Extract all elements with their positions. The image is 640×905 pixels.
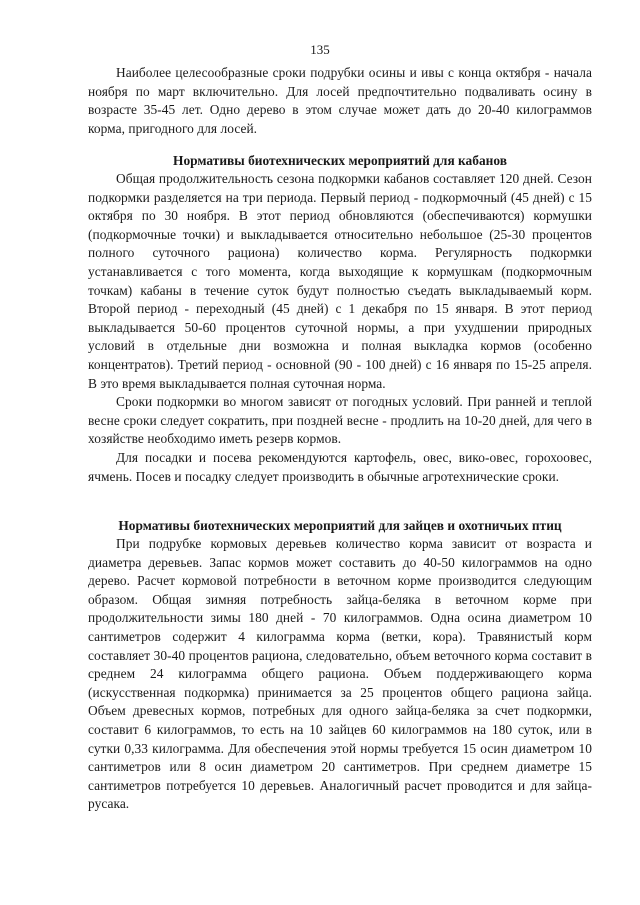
paragraph: Общая продолжительность сезона подкормки кабанов составляет 120 дней. Сезон подкормки разделяется на три периода. Первый период - подкормочный (45 дней) с 15 октября по 30 ноября. В этот период обновляются (обеспечиваются) кормушки (подкормочные точки) и выкладывается относительно небольшое (25-30 процентов полного суточного рациона) количество корма. Регулярность подкормки устанавливается с того момента, когда выходящие к кормушкам (подкормочным точкам) кабаны в течение суток будут полностью съедать выкладываемый корм. Второй период - переходный (45 дней) с 1 декабря по 15 января. В этот период выкладывается 50-60 процентов суточной нормы, а при ухудшении природных условий в отдельные дни возможна и полная выкладка кормов (особенно концентратов). Третий период - основной (90 - 100 дней) с 16 января по 15-25 апреля. В это время выкладывается полная суточная норма.: [88, 171, 592, 391]
paragraph: Наиболее целесообразные сроки подрубки осины и ивы с конца октября - начала ноября по март включительно. Для лосей предпочтительно подваливать осину в возрасте 35-45 лет. Одно дерево в этом случае может дать до 20-40 килограммов корма, пригодного для лосей.: [88, 65, 592, 136]
hare-section: [88, 535, 592, 814]
section-heading-hare-birds: Нормативы биотехнических мероприятий для зайцев и охотничьих птиц: [118, 518, 562, 533]
intro-section: [88, 64, 592, 138]
boar-section: [88, 170, 592, 486]
paragraph: Для посадки и посева рекомендуются картофель, овес, вико-овес, горохоовес, ячмень. Посев и посадку следует производить в обычные агротехнические сроки.: [88, 449, 592, 484]
page-number: 135: [310, 42, 330, 57]
section-heading-boar: Нормативы биотехнических мероприятий для кабанов: [173, 153, 507, 168]
paragraph: Сроки подкормки во многом зависят от погодных условий. При ранней и теплой весне сроки следует сократить, при поздней весне - продлить на 10-20 дней, для чего в хозяйстве необходимо иметь резерв кормов.: [88, 394, 592, 447]
boar-section-heading-wrap: [88, 152, 592, 170]
paragraph: При подрубке кормовых деревьев количество корма зависит от возраста и диаметра деревьев. Запас кормов может составить до 40-50 килограммов на одно дерево. Расчет кормовой потребности в веточном корме производится следующим образом. Общая зимняя потребность зайца-беляка в веточном корме при продолжительности зимы 180 дней - 70 килограммов. Одна осина диаметром 10 сантиметров содержит 4 килограмма корма (ветки, кора). Травянистый корм составляет 30-40 процентов рациона, следовательно, объем веточного корма составит в среднем 24 килограмма общего рациона. Объем поддерживающего корма (искусственная подкормка) принимается за 25 процентов общего рациона зайца. Объем древесных кормов, потребных для одного зайца-беляка за счет подкормки, составит 6 килограммов, то есть на 10 зайцев 60 килограммов на 180 суток, или в сутки 0,33 килограмма. Для обеспечения этой нормы требуется 15 осин диаметром 10 сантиметров или 8 осин диаметром 20 сантиметров. При среднем диаметре 15 сантиметров потребуется 10 деревьев. Аналогичный расчет проводится и для зайца-русака.: [88, 536, 592, 812]
hare-section-heading-wrap: [88, 517, 592, 535]
